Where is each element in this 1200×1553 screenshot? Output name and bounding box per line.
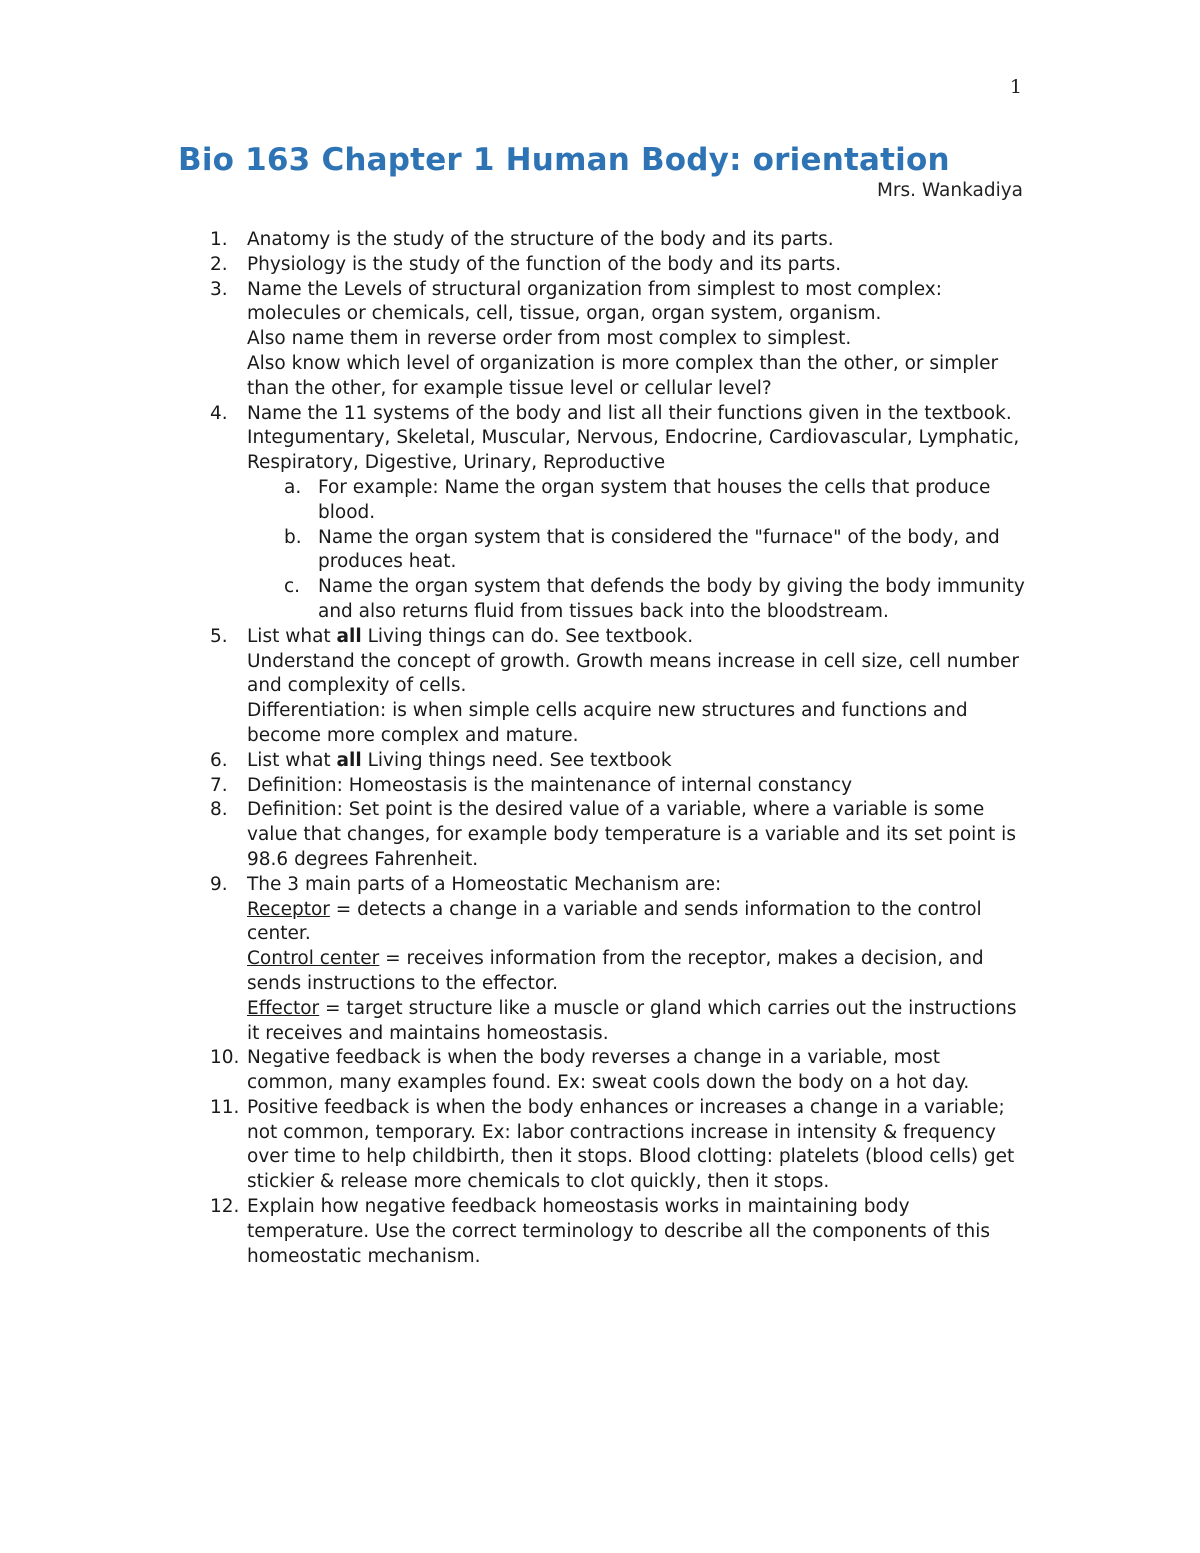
sub-item-letter: a. xyxy=(284,476,302,498)
item-text: Also name them in reverse order from most complex to simplest. xyxy=(247,328,852,350)
list-item-1 xyxy=(210,228,1025,253)
emphasis-text: all xyxy=(336,625,362,647)
item-number: 9. xyxy=(210,873,228,895)
term-definition xyxy=(247,997,1025,1047)
term-definition-text: = receives information from the receptor, makes a decision, and sends instructions to the effector. xyxy=(247,948,984,994)
sub-item-c xyxy=(247,575,1025,625)
item-text: Also know which level of organization is more complex than the other, or simpler than the other, for example tissue level or cellular level? xyxy=(247,352,999,399)
item-text: Anatomy is the study of the structure of the body and its parts. xyxy=(247,229,834,250)
sub-item-b xyxy=(247,526,1025,576)
item-number: 8. xyxy=(210,799,228,821)
item-text: Explain how negative feedback homeostasis works in maintaining body temperature. Use the correct terminology to describe all the components of this homeostatic mechanism. xyxy=(247,1196,991,1267)
item-text: Negative feedback is when the body reverses a change in a variable, most common, many examples found. Ex: sweat cools down the body on a hot day. xyxy=(247,1047,970,1094)
sub-item-text: For example: Name the organ system that houses the cells that produce blood. xyxy=(318,476,991,523)
term-definition-text: = target structure like a muscle or gland which carries out the instructions it receives and maintains homeostasis. xyxy=(247,997,1017,1044)
list-item-8 xyxy=(210,798,1025,872)
list-item-6 xyxy=(210,749,1025,774)
list-item-2 xyxy=(210,253,1025,278)
item-text: Definition: Homeostasis is the maintenance of internal constancy xyxy=(247,774,853,796)
item-text: Understand the concept of growth. Growth means increase in cell size, cell number and complexity of cells. xyxy=(247,650,1019,697)
term-effector: Effector xyxy=(247,997,320,1019)
item-text: Physiology is the study of the function of the body and its parts. xyxy=(247,253,842,275)
page-number: 1 xyxy=(1009,76,1022,98)
item-text-part: Living things can do. See textbook. xyxy=(361,625,694,647)
item-text: Differentiation: is when simple cells acquire new structures and functions and become more complex and mature. xyxy=(247,700,968,746)
item-text: Positive feedback is when the body enhances or increases a change in a variable; not common, temporary. Ex: labor contractions increase in intensity & frequency over time to help childbirth, then it stops. Blood clotting: platelets (blood cells) get stickier & release more chemicals to clot quickly, then it stops. xyxy=(247,1096,1015,1193)
sub-list xyxy=(247,476,1025,625)
item-number: 5. xyxy=(210,625,228,647)
list-item-12 xyxy=(210,1195,1025,1269)
sub-item-letter: b. xyxy=(284,526,302,548)
body-systems-list: Integumentary, Skeletal, Muscular, Nervous, Endocrine, Cardiovascular, Lymphatic, Respiratory, Digestive, Urinary, Reproductive xyxy=(247,427,1020,474)
item-number: 12. xyxy=(210,1196,240,1218)
list-item-3 xyxy=(210,278,1025,402)
item-number: 11. xyxy=(210,1096,240,1118)
item-text xyxy=(247,625,1025,650)
author-name: Mrs. Wankadiya xyxy=(876,180,1023,201)
sub-item-text: Name the organ system that defends the body by giving the body immunity and also returns fluid from tissues back into the bloodstream. xyxy=(318,576,1025,622)
list-item-4 xyxy=(210,402,1025,625)
item-text: Definition: Set point is the desired value of a variable, where a variable is some value that changes, for example body temperature is a variable and its set point is 98.6 degrees Fahrenheit. xyxy=(247,799,1016,870)
list-item-11 xyxy=(210,1096,1025,1195)
item-text: The 3 main parts of a Homeostatic Mechanism are: xyxy=(247,873,722,895)
item-text xyxy=(247,749,1025,774)
item-number: 4. xyxy=(210,402,228,424)
study-guide-list xyxy=(210,228,1025,1269)
item-number: 6. xyxy=(210,749,228,771)
item-text: Name the Levels of structural organization from simplest to most complex: molecules or chemicals, cell, tissue, organ, organ system, organism. xyxy=(247,278,942,325)
term-control-center: Control center xyxy=(247,948,380,970)
list-item-7 xyxy=(210,774,1025,799)
sub-item-a xyxy=(247,476,1025,526)
term-receptor: Receptor xyxy=(247,898,330,920)
item-text-part: Living things need. See textbook xyxy=(361,749,672,771)
document-title: Bio 163 Chapter 1 Human Body: orientation xyxy=(178,142,950,178)
term-definition-text: = detects a change in a variable and sends information to the control center. xyxy=(247,898,982,945)
list-item-10 xyxy=(210,1046,1025,1096)
item-number: 1. xyxy=(210,229,228,250)
item-number: 2. xyxy=(210,253,228,275)
item-text-part: List what xyxy=(247,625,337,647)
item-number: 10. xyxy=(210,1047,240,1069)
term-definition xyxy=(247,898,1025,948)
item-text: Name the 11 systems of the body and list all their functions given in the textbook. xyxy=(247,402,1012,424)
sub-item-letter: c. xyxy=(284,576,301,598)
list-item-9 xyxy=(210,873,1025,1047)
emphasis-text: all xyxy=(336,749,362,771)
item-number: 3. xyxy=(210,278,228,300)
term-definition xyxy=(247,947,1025,997)
list-item-5 xyxy=(210,625,1025,749)
item-number: 7. xyxy=(210,774,228,796)
item-text-part: List what xyxy=(247,749,337,771)
sub-item-text: Name the organ system that is considered the "furnace" of the body, and produces heat. xyxy=(318,526,1000,573)
